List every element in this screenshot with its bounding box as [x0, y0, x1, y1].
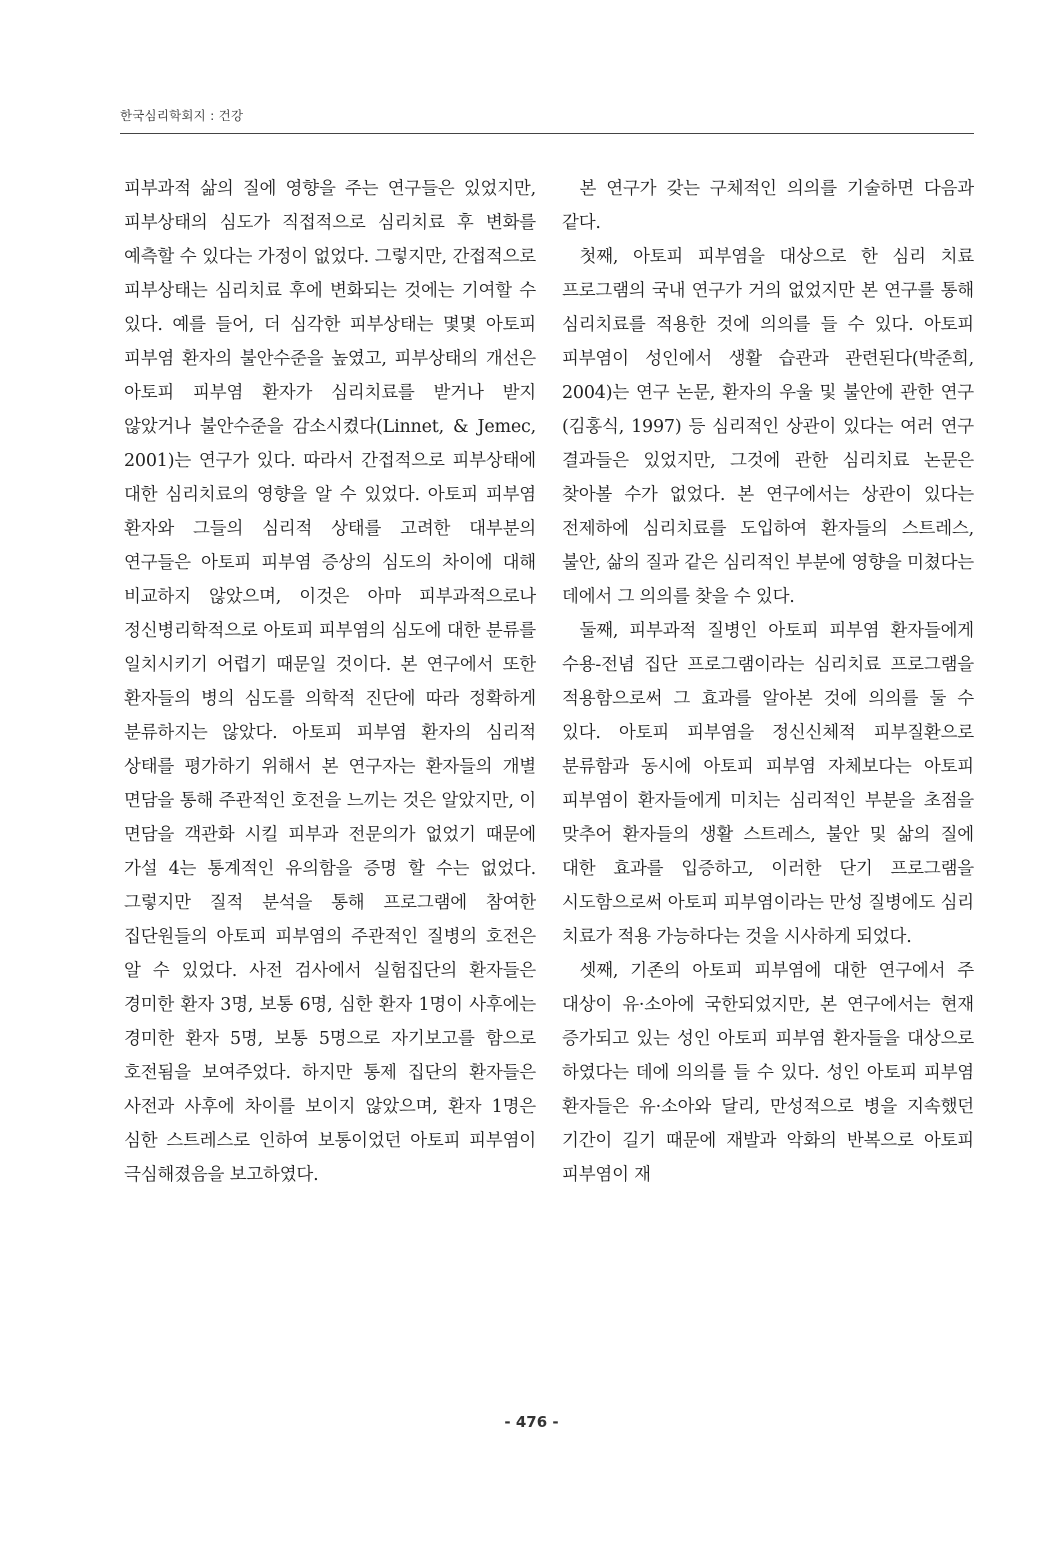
page-number: - 476 - [504, 1413, 559, 1431]
body-paragraph: 피부과적 삶의 질에 영향을 주는 연구들은 있었지만, 피부상태의 심도가 직접적으로 심리치료 후 변화를 예측할 수 있다는 가정이 없었다. 그렇지만, 간접적으로 피부상태는 심리치료 후에 변화되는 것에는 기여할 수 있다. 예를 들어, 더 심각한 피부상태는 몇몇 아토피 피부염 환자의 불안수준을 높였고, 피부상태의 개선은 아토피 피부염 환자가 심리치료를 받거나 받지 않았거나 불안수준을 감소시켰다(Linnet, & Jemec, 2001)는 연구가 있다. 따라서 간접적으로 피부상태에 대한 심리치료의 영향을 알 수 있었다. 아토피 피부염 환자와 그들의 심리적 상태를 고려한 대부분의 연구들은 아토피 피부염 증상의 심도의 차이에 대해 비교하지 않았으며, 이것은 아마 피부과적으로나 정신병리학적으로 아토피 피부염의 심도에 대한 분류를 일치시키기 어렵기 때문일 것이다. 본 연구에서 또한 환자들의 병의 심도를 의학적 진단에 따라 정확하게 분류하지는 않았다. 아토피 피부염 환자의 심리적 상태를 평가하기 위해서 본 연구자는 환자들의 개별 면담을 통해 주관적인 호전을 느끼는 것은 알았지만, 이 면담을 객관화 시킬 피부과 전문의가 없었기 때문에 가설 4는 통계적인 유의함을 증명 할 수는 없었다. 그렇지만 질적 분석을 통해 프로그램에 참여한 집단원들의 아토피 피부염의 주관적인 질병의 호전은 알 수 있었다. 사전 검사에서 실험집단의 환자들은 경미한 환자 3명, 보통 6명, 심한 환자 1명이 사후에는 경미한 환자 5명, 보통 5명으로 자기보고를 함으로 호전됨을 보여주었다. 하지만 통제 집단의 환자들은 사전과 사후에 차이를 보이지 않았으며, 환자 1명은 심한 스트레스로 인하여 보통이었던 아토피 피부염이 극심해졌음을 보고하였다. [124, 179, 536, 1185]
body-paragraph: 둘째, 피부과적 질병인 아토피 피부염 환자들에게 수용-전념 집단 프로그램이라는 심리치료 프로그램을 적용함으로써 그 효과를 알아본 것에 의의를 둘 수 있다. 아토피 피부염을 정신신체적 피부질환으로 분류함과 동시에 아토피 피부염 자체보다는 아토피 피부염이 환자들에게 미치는 심리적인 부분을 초점을 맞추어 환자들의 생활 스트레스, 불안 및 삶의 질에 대한 효과를 입증하고, 이러한 단기 프로그램을 시도함으로써 아토피 피부염이라는 만성 질병에도 심리 치료가 적용 가능하다는 것을 시사하게 되었다. [562, 621, 974, 947]
body-paragraph: 본 연구가 갖는 구체적인 의의를 기술하면 다음과 같다. [562, 179, 974, 233]
left-column [124, 172, 536, 1192]
right-column [562, 172, 974, 1192]
running-head: 한국심리학회지 : 건강 [120, 108, 244, 123]
body-paragraph: 첫째, 아토피 피부염을 대상으로 한 심리 치료 프로그램의 국내 연구가 거의 없었지만 본 연구를 통해 심리치료를 적용한 것에 의의를 들 수 있다. 아토피 피부염이 성인에서 생활 습관과 관련된다(박준희, 2004)는 연구 논문, 환자의 우울 및 불안에 관한 연구(김홍식, 1997) 등 심리적인 상관이 있다는 여러 연구 결과들은 있었지만, 그것에 관한 심리치료 논문은 찾아볼 수가 없었다. 본 연구에서는 상관이 있다는 전제하에 심리치료를 도입하여 환자들의 스트레스, 불안, 삶의 질과 같은 심리적인 부분에 영향을 미쳤다는 데에서 그 의의를 찾을 수 있다. [562, 247, 974, 607]
header-rule [120, 133, 974, 134]
body-paragraph: 셋째, 기존의 아토피 피부염에 대한 연구에서 주 대상이 유·소아에 국한되었지만, 본 연구에서는 현재 증가되고 있는 성인 아토피 피부염 환자들을 대상으로 하였다는 데에 의의를 들 수 있다. 성인 아토피 피부염 환자들은 유·소아와 달리, 만성적으로 병을 지속했던 기간이 길기 때문에 재발과 악화의 반복으로 아토피 피부염이 재 [562, 961, 974, 1185]
